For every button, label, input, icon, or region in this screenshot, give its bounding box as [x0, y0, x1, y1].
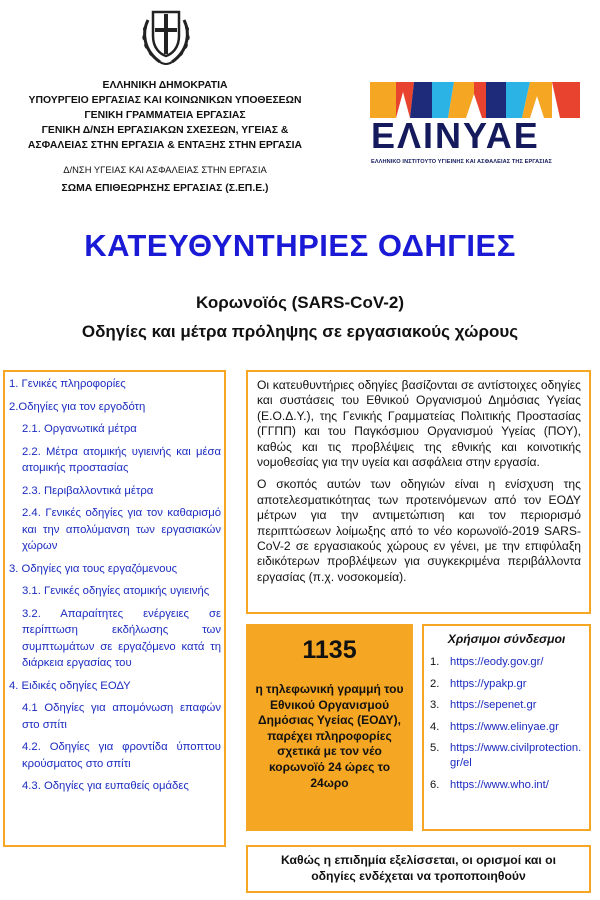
ministry-line: ΕΛΛΗΝΙΚΗ ΔΗΜΟΚΡΑΤΙΑ	[102, 80, 228, 91]
link-url[interactable]: https://eody.gov.gr/	[450, 656, 544, 668]
link-item	[430, 778, 583, 793]
link-item	[430, 655, 583, 670]
toc-item[interactable]: 4. Ειδικές οδηγίες ΕΟΔΥ	[9, 679, 131, 692]
link-url[interactable]: https://www.elinyae.gr	[450, 720, 559, 733]
toc-item[interactable]: 1. Γενικές πληροφορίες	[9, 378, 126, 390]
hotline-box	[246, 624, 413, 831]
link-url[interactable]: https://www.who.int/	[450, 778, 549, 791]
link-number: 5.	[430, 742, 440, 755]
link-item	[430, 720, 583, 735]
table-of-contents	[3, 370, 226, 847]
toc-item[interactable]: 3.1. Γενικές οδηγίες ατομικής υγιεινής	[22, 585, 210, 597]
toc-item[interactable]: 2.2. Μέτρα ατομικής υγιεινής και μέσα ατομικής προστασίας	[22, 445, 221, 474]
link-item	[430, 741, 583, 770]
disclaimer-note: Καθώς η επιδημία εξελίσσεται, οι ορισμοί και οι οδηγίες ενδέχεται να τροποποιηθούν	[246, 845, 591, 893]
department-label: Δ/ΝΣΗ ΥΓΕΙΑΣ ΚΑΙ ΑΣΦΑΛΕΙΑΣ ΣΤΗΝ ΕΡΓΑΣΙΑ	[63, 164, 267, 175]
link-url[interactable]: https://www.civilprotection.gr/el	[450, 742, 582, 769]
elinyae-logo-graphic	[370, 82, 580, 118]
ministry-line: ΑΣΦΑΛΕΙΑΣ ΣΤΗΝ ΕΡΓΑΣΙΑ & ΕΝΤΑΞΗΣ ΣΤΗΝ ΕΡΓΑΣΙΑ	[27, 140, 303, 151]
ministry-line: ΓΕΝΙΚΗ ΓΡΑΜΜΑΤΕΙΑ ΕΡΓΑΣΙΑΣ	[84, 110, 246, 121]
link-item	[430, 677, 583, 692]
link-number: 4.	[430, 720, 440, 733]
toc-item[interactable]: 4.3. Οδηγίες για ευπαθείς ομάδες	[22, 780, 189, 792]
toc-item[interactable]: 4.1 Οδηγίες για απομόνωση επαφών στο σπίτι	[22, 702, 221, 731]
greek-coat-of-arms-icon	[138, 6, 194, 68]
toc-item[interactable]: 2.3. Περιβαλλοντικά μέτρα	[22, 484, 154, 497]
link-number: 2.	[430, 677, 440, 690]
link-number: 1.	[430, 656, 440, 668]
ministry-line: ΥΠΟΥΡΓΕΙΟ ΕΡΓΑΣΙΑΣ ΚΑΙ ΚΟΙΝΩΝΙΚΩΝ ΥΠΟΘΕΣΕΩΝ	[28, 95, 302, 106]
toc-item[interactable]: 4.2. Οδηγίες για φροντίδα ύποπτου κρούσματος στο σπίτι	[22, 741, 221, 770]
elinyae-wordmark: ΕΛΙΝΥΑΕ	[371, 115, 540, 156]
toc-item[interactable]: 3.2. Απαραίτητες ενέργειες σε περίπτωση εκδήλωσης των συμπτωμάτων σε εργαζόμενο κατά τη διάρκεια εργασίας του	[22, 607, 221, 669]
intro-paragraph: Ο σκοπός αυτών των οδηγιών είναι η ενίσχυση της αποτελεσματικότητας των προτεινόμενων από τον ΕΟΔΥ μέτρων για την αντιμετώπιση και τον περιορισμό περιπτώσεων λοίμωξης από το νέο κορωνοϊό-2019 SARS-CoV-2 σε εργασιακούς χώρους εν γένει, με την επιφύλαξη ειδικότερων προβλέψεων για συγκεκριμένα περιβάλλοντα εργασίας (π.χ. νοσοκομεία).	[257, 477, 581, 584]
hotline-number: 1135	[302, 636, 357, 664]
link-url[interactable]: https://ypakp.gr	[450, 677, 527, 690]
intro-paragraph: Οι κατευθυντήριες οδηγίες βασίζονται σε αντίστοιχες οδηγίες και συστάσεις του Εθνικού Οργανισμού Δημόσιας Υγείας (Ε.Ο.Δ.Υ.), της Γενικής Γραμματείας Πολιτικής Προστασίας (ΓΓΠΠ) και του Παγκόσμιου Οργανισμού Υγείας (ΠΟΥ), καθώς και τις προβλέψεις της εθνικής και κοινοτικής νομοθεσίας για την υγεία και ασφάλεια στην εργασία.	[257, 378, 581, 470]
inspectorate-label: ΣΩΜΑ ΕΠΙΘΕΩΡΗΣΗΣ ΕΡΓΑΣΙΑΣ (Σ.ΕΠ.Ε.)	[61, 183, 269, 194]
page-title: ΚΑΤΕΥΘΥΝΤΗΡΙΕΣ ΟΔΗΓΙΕΣ	[84, 228, 516, 263]
links-title: Χρήσιμοι σύνδεσμοι	[447, 632, 566, 646]
intro-box	[246, 370, 591, 614]
ministry-header	[0, 78, 330, 153]
elinyae-subtitle: ΕΛΛΗΝΙΚΟ ΙΝΣΤΙΤΟΥΤΟ ΥΓΙΕΙΝΗΣ ΚΑΙ ΑΣΦΑΛΕΙΑΣ ΤΗΣ ΕΡΓΑΣΙΑΣ	[371, 159, 552, 165]
link-number: 3.	[430, 699, 440, 712]
page-subtitle: Οδηγίες και μέτρα πρόληψης σε εργασιακούς χώρους	[81, 322, 519, 341]
toc-item[interactable]: 2.4. Γενικές οδηγίες για τον καθαρισμό και την απολύμανση των εργασιακών χώρων	[22, 507, 221, 552]
link-number: 6.	[430, 778, 440, 791]
page-subtitle: Κορωνοϊός (SARS-CoV-2)	[195, 293, 405, 312]
link-item	[430, 698, 583, 713]
useful-links-box	[422, 624, 591, 831]
link-url[interactable]: https://sepenet.gr	[450, 699, 537, 712]
toc-item[interactable]: 2.1. Οργανωτικά μέτρα	[22, 423, 137, 435]
toc-item[interactable]: 2.Οδηγίες για τον εργοδότη	[9, 400, 146, 413]
hotline-description: η τηλεφωνική γραμμή του Εθνικού Οργανισμού Δημόσιας Υγείας (ΕΟΔΥ), παρέχει πληροφορίες σχετικά με τον νέο κορωνοϊό 24 ώρες το 24ωρο	[255, 682, 404, 790]
toc-item[interactable]: 3. Οδηγίες για τους εργαζόμενους	[9, 562, 178, 575]
ministry-line: ΓΕΝΙΚΗ Δ/ΝΣΗ ΕΡΓΑΣΙΑΚΩΝ ΣΧΕΣΕΩΝ, ΥΓΕΙΑΣ &	[41, 125, 289, 136]
